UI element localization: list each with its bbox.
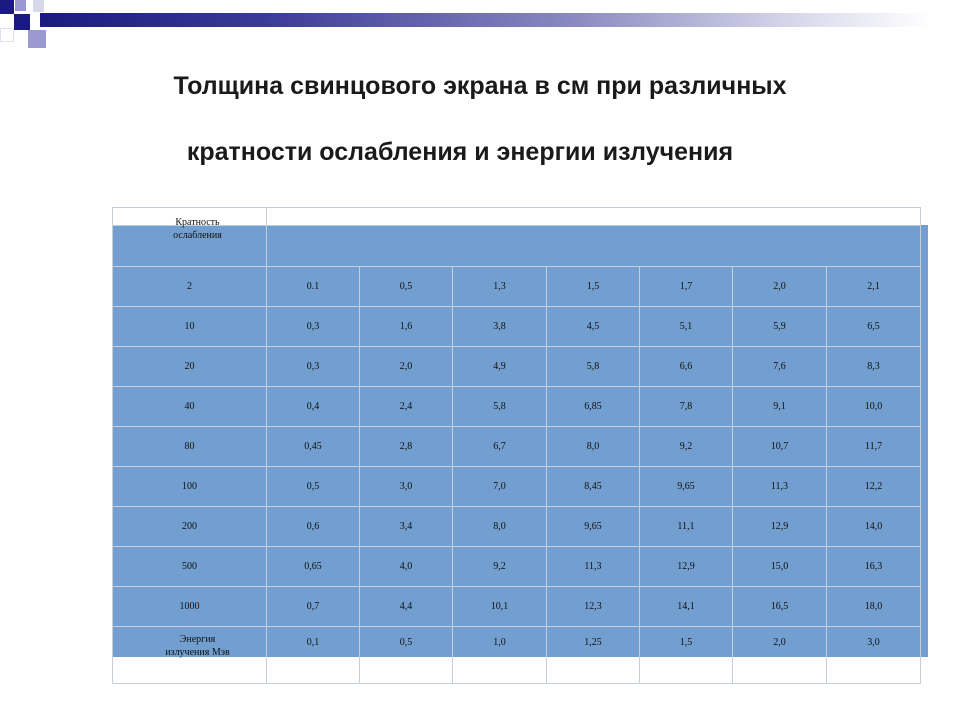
- table-row: [113, 507, 921, 547]
- thickness-cell: 10,7: [733, 427, 827, 467]
- thickness-cell: 9,65: [547, 507, 640, 547]
- attenuation-factor-cell: 10: [113, 307, 267, 347]
- thickness-cell: 0,5: [360, 267, 453, 307]
- thickness-cell: 0,4: [267, 387, 360, 427]
- thickness-cell: 11,1: [640, 507, 733, 547]
- thickness-cell: 7,8: [640, 387, 733, 427]
- thickness-cell: 11,3: [733, 467, 827, 507]
- energy-cell: 3,0: [827, 627, 921, 684]
- thickness-cell: 9,65: [640, 467, 733, 507]
- thickness-cell: 2,4: [360, 387, 453, 427]
- deco-square: [28, 30, 46, 48]
- thickness-cell: 5,9: [733, 307, 827, 347]
- attenuation-factor-cell: 200: [113, 507, 267, 547]
- thickness-cell: 5,8: [453, 387, 547, 427]
- table-row: [113, 427, 921, 467]
- thickness-cell: 11,7: [827, 427, 921, 467]
- deco-square: [0, 28, 14, 42]
- thickness-cell: 0,3: [267, 347, 360, 387]
- table-row: [113, 547, 921, 587]
- thickness-cell: 5,1: [640, 307, 733, 347]
- header-gradient-bar: [40, 13, 930, 27]
- slide-title-line-1: Толщина свинцового экрана в см при различных: [173, 72, 787, 100]
- thickness-cell: 1,6: [360, 307, 453, 347]
- thickness-cell: 9,2: [453, 547, 547, 587]
- thickness-cell: 0,5: [267, 467, 360, 507]
- energy-cell: 1,5: [640, 627, 733, 684]
- thickness-cell: 8,0: [547, 427, 640, 467]
- attenuation-factor-cell: 500: [113, 547, 267, 587]
- attenuation-header: [113, 208, 267, 267]
- thickness-cell: 0.1: [267, 267, 360, 307]
- thickness-cell: 4,4: [360, 587, 453, 627]
- attenuation-factor-cell: 100: [113, 467, 267, 507]
- table-row: [113, 307, 921, 347]
- attenuation-header-line-1: Кратность: [175, 217, 220, 228]
- thickness-cell: 2,0: [360, 347, 453, 387]
- thickness-cell: 2,1: [827, 267, 921, 307]
- shielding-table: [112, 207, 930, 657]
- thickness-cell: 6,7: [453, 427, 547, 467]
- thickness-cell: 12,9: [733, 507, 827, 547]
- energy-cell: 2,0: [733, 627, 827, 684]
- energy-row: [113, 627, 921, 684]
- attenuation-factor-cell: 80: [113, 427, 267, 467]
- thickness-cell: 8,0: [453, 507, 547, 547]
- thickness-cell: 12,2: [827, 467, 921, 507]
- thickness-cell: 14,0: [827, 507, 921, 547]
- thickness-cell: 5,8: [547, 347, 640, 387]
- table-row: [113, 267, 921, 307]
- thickness-cell: 2,8: [360, 427, 453, 467]
- energy-label-line-1: Энергия: [179, 634, 216, 645]
- thickness-cell: 8,3: [827, 347, 921, 387]
- deco-square: [14, 14, 30, 30]
- table-row: [113, 347, 921, 387]
- thickness-cell: 12,3: [547, 587, 640, 627]
- thickness-cell: 0,3: [267, 307, 360, 347]
- thickness-cell: 16,5: [733, 587, 827, 627]
- thickness-cell: 7,0: [453, 467, 547, 507]
- thickness-cell: 0,7: [267, 587, 360, 627]
- thickness-cell: 6,6: [640, 347, 733, 387]
- energy-cell: 1,25: [547, 627, 640, 684]
- thickness-cell: 10,0: [827, 387, 921, 427]
- thickness-cell: 7,6: [733, 347, 827, 387]
- thickness-cell: 3,4: [360, 507, 453, 547]
- header-blank-cell: [267, 208, 921, 267]
- thickness-cell: 1,7: [640, 267, 733, 307]
- deco-square: [33, 0, 44, 12]
- deco-square: [0, 0, 14, 14]
- thickness-cell: 9,2: [640, 427, 733, 467]
- thickness-cell: 0,65: [267, 547, 360, 587]
- thickness-cell: 10,1: [453, 587, 547, 627]
- slide-title-line-2: кратности ослабления и энергии излучения: [186, 138, 734, 166]
- table-row: [113, 467, 921, 507]
- thickness-cell: 3,0: [360, 467, 453, 507]
- thickness-cell: 3,8: [453, 307, 547, 347]
- attenuation-factor-cell: 2: [113, 267, 267, 307]
- deco-square: [15, 0, 26, 11]
- header-row: [113, 208, 921, 267]
- energy-cell: 0,1: [267, 627, 360, 684]
- table-row: [113, 387, 921, 427]
- thickness-cell: 18,0: [827, 587, 921, 627]
- table-row: [113, 587, 921, 627]
- thickness-cell: 2,0: [733, 267, 827, 307]
- thickness-cell: 16,3: [827, 547, 921, 587]
- data-grid: [112, 207, 921, 684]
- thickness-cell: 4,0: [360, 547, 453, 587]
- energy-label-line-2: излучения Мэв: [165, 647, 230, 658]
- thickness-cell: 14,1: [640, 587, 733, 627]
- energy-cell: 0,5: [360, 627, 453, 684]
- attenuation-factor-cell: 40: [113, 387, 267, 427]
- thickness-cell: 15,0: [733, 547, 827, 587]
- thickness-cell: 1,3: [453, 267, 547, 307]
- thickness-cell: 6,85: [547, 387, 640, 427]
- attenuation-header-line-2: ослабления: [173, 230, 222, 241]
- thickness-cell: 12,9: [640, 547, 733, 587]
- energy-label-cell: [113, 627, 267, 684]
- attenuation-factor-cell: 1000: [113, 587, 267, 627]
- thickness-cell: 4,5: [547, 307, 640, 347]
- thickness-cell: 4,9: [453, 347, 547, 387]
- thickness-cell: 8,45: [547, 467, 640, 507]
- thickness-cell: 0,6: [267, 507, 360, 547]
- thickness-cell: 9,1: [733, 387, 827, 427]
- thickness-cell: 6,5: [827, 307, 921, 347]
- attenuation-factor-cell: 20: [113, 347, 267, 387]
- thickness-cell: 1,5: [547, 267, 640, 307]
- energy-cell: 1,0: [453, 627, 547, 684]
- thickness-cell: 0,45: [267, 427, 360, 467]
- thickness-cell: 11,3: [547, 547, 640, 587]
